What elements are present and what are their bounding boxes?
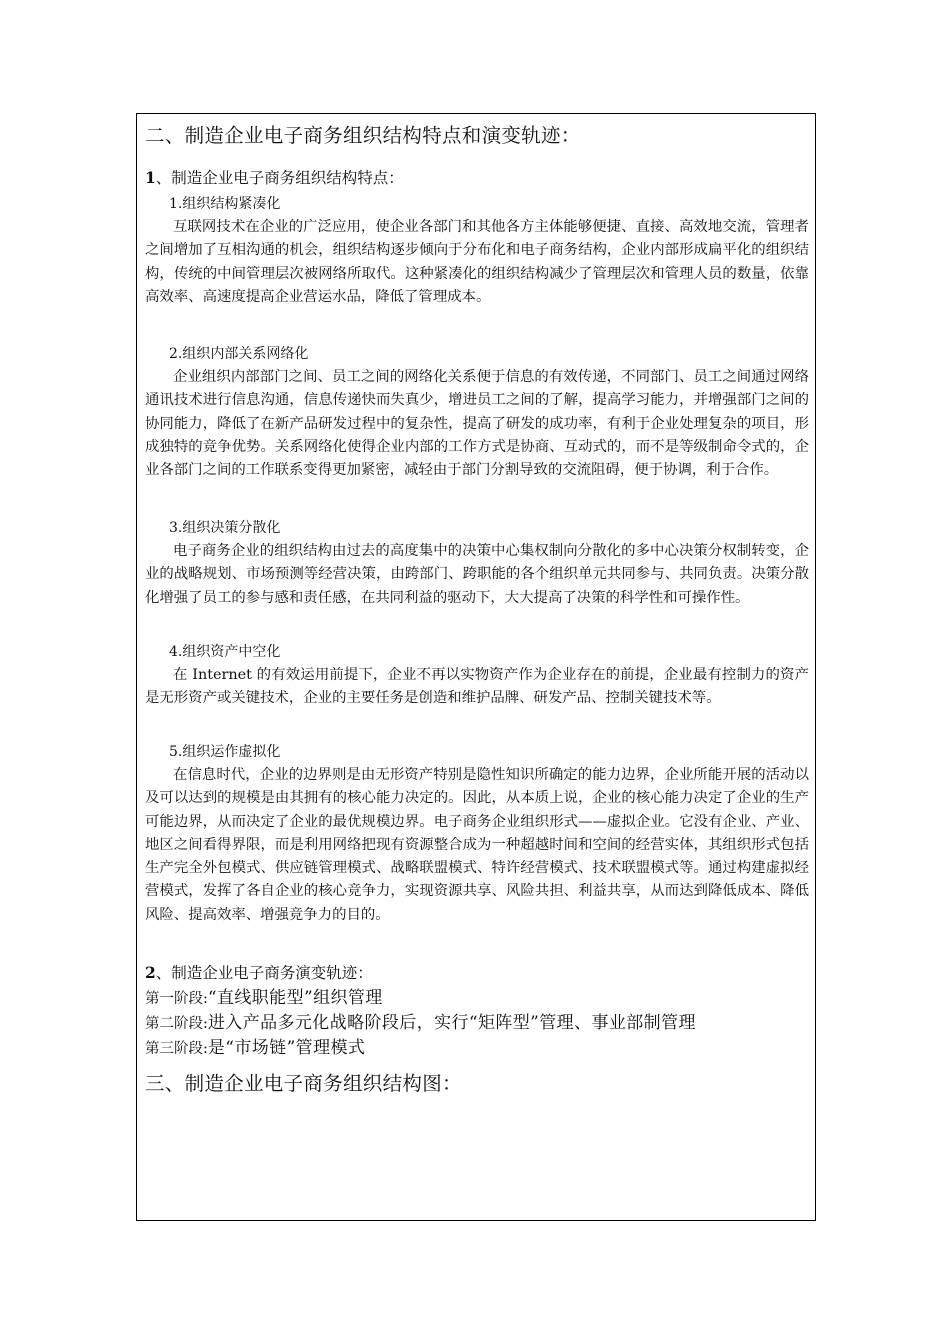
document-frame xyxy=(136,113,816,1221)
section-2-title: 二、制造企业电子商务组织结构特点和演变轨迹： xyxy=(145,124,581,147)
item-1-heading: 1.组织结构紧凑化 xyxy=(169,196,281,212)
stage-1 xyxy=(145,986,383,1011)
stage-3 xyxy=(145,1036,365,1061)
stage-3-text: 是“市场链”管理模式 xyxy=(207,1038,366,1058)
item-1-paragraph: 互联网技术在企业的广泛应用，使企业各部门和其他各方主体能够便捷、直接、高效地交流，管理者之间增加了互相沟通的机会，组织结构逐步倾向于分布化和电子商务结构，企业内部形成扁平化的组织结构，传统的中间管理层次被网络所取代。这种紧凑化的组织结构减少了管理层次和管理人员的数量，依靠高效率、高速度提高企业营运水品，降低了管理成本。 xyxy=(145,219,809,305)
item-4-heading: 4.组织资产中空化 xyxy=(169,644,281,660)
part-2-number: 2 xyxy=(145,963,156,982)
part-2-title: 、制造企业电子商务演变轨迹： xyxy=(155,964,373,982)
item-4-paragraph: 在 Internet 的有效运用前提下，企业不再以实物资产作为企业存在的前提，企业最有控制力的资产是无形资产或关键技术，企业的主要任务是创造和维护品牌、研发产品、控制关键技术等。 xyxy=(145,667,809,707)
part-1-heading xyxy=(145,167,404,189)
stage-1-label: 第一阶段: xyxy=(145,991,208,1007)
stage-2-label: 第二阶段: xyxy=(145,1016,208,1032)
item-3-heading: 3.组织决策分散化 xyxy=(169,520,281,536)
item-2-heading: 2.组织内部关系网络化 xyxy=(169,346,309,362)
stage-2-text: 进入产品多元化战略阶段后，实行“矩阵型”管理、事业部制管理 xyxy=(207,1013,696,1033)
section-3-title: 三、制造企业电子商务组织结构图： xyxy=(145,1072,462,1095)
item-3-paragraph: 电子商务企业的组织结构由过去的高度集中的决策中心集权制向分散化的多中心决策分权制转变，企业的战略规划、市场预测等经营决策，由跨部门、跨职能的各个组织单元共同参与、共同负责。决策分散化增强了员工的参与感和责任感，在共同利益的驱动下，大大提高了决策的科学性和可操作性。 xyxy=(145,543,809,606)
item-5-heading: 5.组织运作虚拟化 xyxy=(169,744,281,760)
item-5-paragraph: 在信息时代，企业的边界则是由无形资产特别是隐性知识所确定的能力边界，企业所能开展的活动以及可以达到的规模是由其拥有的核心能力决定的。因此，从本质上说，企业的核心能力决定了企业的生产可能边界，从而决定了企业的最优规模边界。电子商务企业组织形式——虚拟企业。它没有企业、产业、地区之间看得界限，而是利用网络把现有资源整合成为一种超越时间和空间的经营实体，其组织形式包括生产完全外包模式、供应链管理模式、战略联盟模式、特许经营模式、技术联盟模式等。通过构建虚拟经营模式，发挥了各自企业的核心竞争力，实现资源共享、风险共担、利益共享，从而达到降低成本、降低风险、提高效率、增强竞争力的目的。 xyxy=(145,767,809,923)
stage-1-text: “直线职能型”组织管理 xyxy=(207,988,383,1008)
item-2-paragraph: 企业组织内部部门之间、员工之间的网络化关系便于信息的有效传递，不同部门、员工之间通过网络通讯技术进行信息沟通，信息传递快而失真少，增进员工之间的了解，提高学习能力，并增强部门之间的协同能力，降低了在新产品研发过程中的复杂性，提高了研发的成功率，有利于企业处理复杂的项目，形成独特的竞争优势。关系网络化使得企业内部的工作方式是协商、互动式的，而不是等级制命令式的，企业各部门之间的工作联系变得更加紧密，减轻由于部门分割导致的交流阻碍，便于协调，利于合作。 xyxy=(145,369,809,479)
part-2-heading xyxy=(145,962,373,984)
part-1-number: 1 xyxy=(145,168,156,187)
part-1-title: 、制造企业电子商务组织结构特点： xyxy=(155,169,404,187)
stage-3-label: 第三阶段: xyxy=(145,1041,208,1057)
stage-2 xyxy=(145,1011,696,1036)
